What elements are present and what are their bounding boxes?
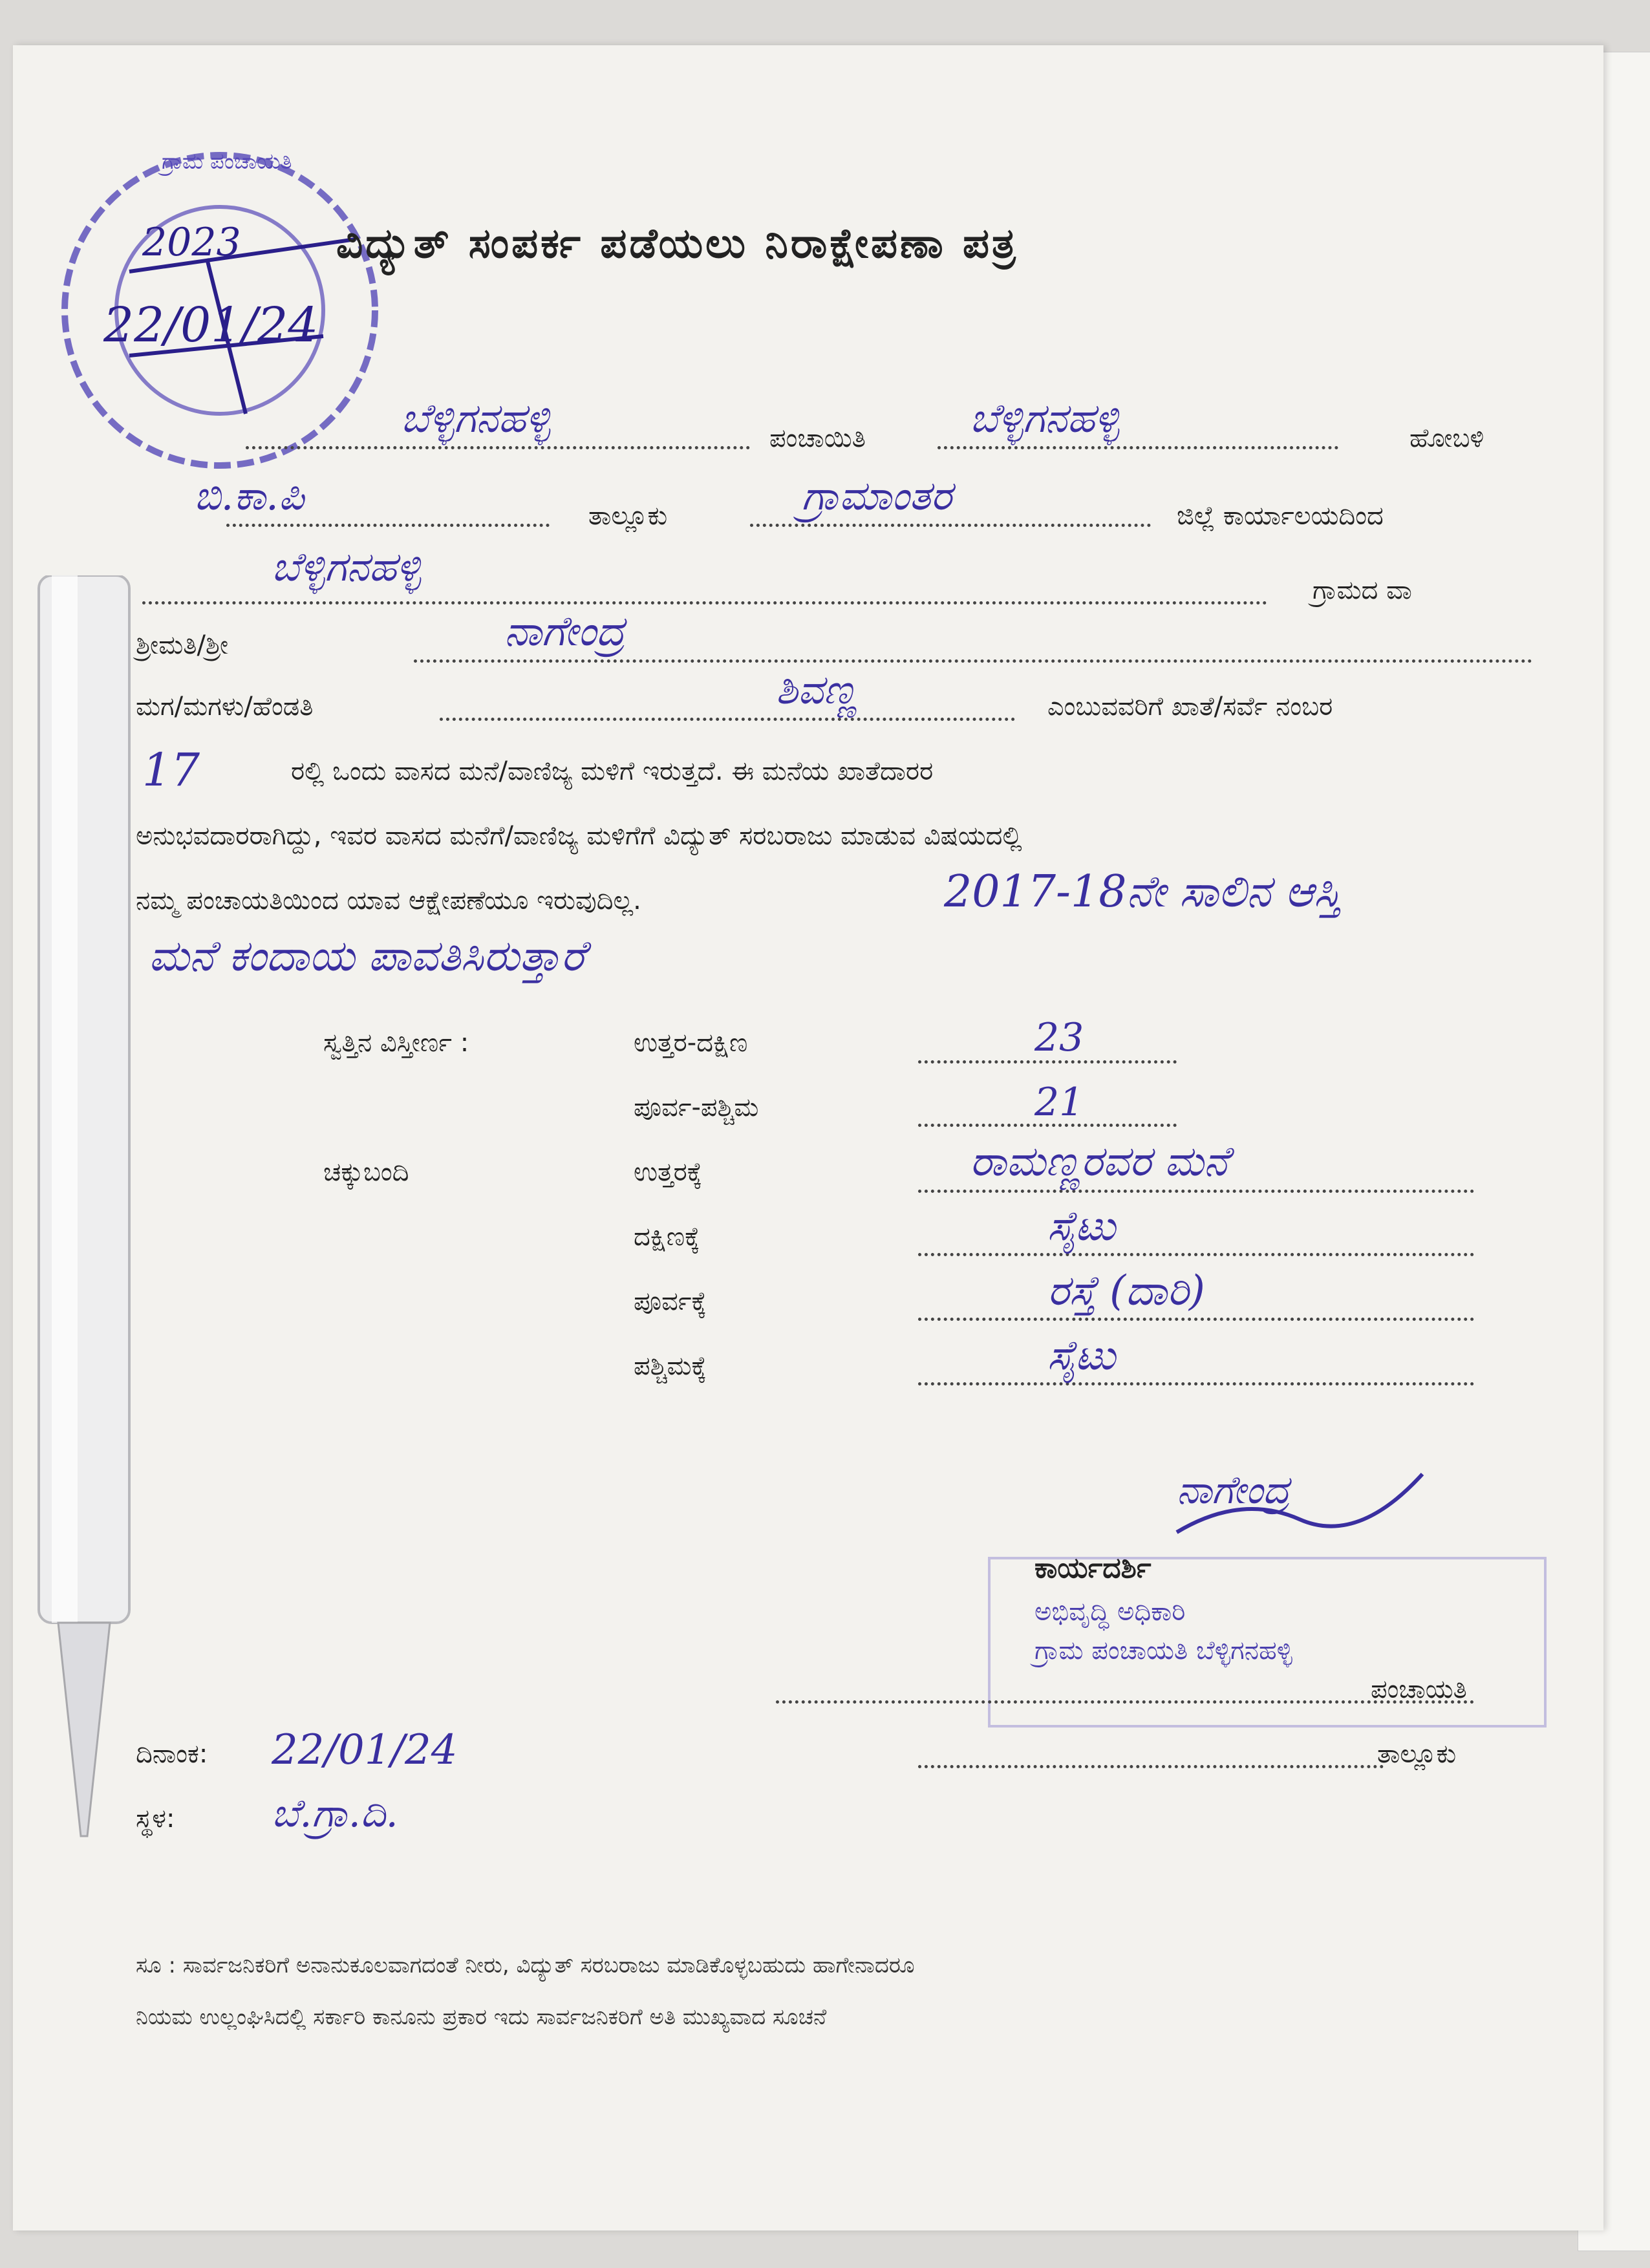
panchayat-label: ಪಂಚಾಯಿತಿ <box>769 423 866 453</box>
taluk-prefix-value: ಬಿ.ಕಾ.ಪಿ <box>194 472 305 519</box>
handwritten-note-2: ಮನೆ ಕಂದಾಯ ಪಾವತಿಸಿರುತ್ತಾರೆ <box>149 931 585 981</box>
footer-note-line-1: ಸೂ : ಸಾರ್ವಜನಿಕರಿಗೆ ಅನಾನುಕೂಲವಾಗದಂತೆ ನೀರು, ವಿದ್ಯುತ್ ಸರಬರಾಜು ಮಾಡಿಕೊಳ್ಳಬಹುದು ಹಾಗೇನಾದರೂ <box>136 1952 915 1978</box>
hobli-label: ಹೋಬಳಿ <box>1409 423 1484 453</box>
body-line-3: ನಮ್ಮ ಪಂಚಾಯತಿಯಿಂದ ಯಾವ ಆಕ್ಷೇಪಣೆಯೂ ಇರುವುದಿಲ್ಲ. <box>136 886 641 915</box>
west-value: ಸೈಟು <box>1047 1332 1116 1380</box>
north-value: ರಾಮಣ್ಣರವರ ಮನೆ <box>970 1138 1228 1186</box>
khata-label: ಎಂಬುವವರಿಗೆ ಖಾತೆ/ಸರ್ವೆ ನಂಬರ <box>1047 692 1333 722</box>
dotted-line <box>918 1318 1474 1321</box>
seal-line-2: ಗ್ರಾಮ ಪಂಚಾಯತಿ ಬೆಳ್ಳಿಗನಹಳ್ಳಿ <box>1034 1636 1292 1665</box>
noc-document <box>13 45 1603 2231</box>
dotted-line <box>918 1253 1474 1256</box>
panchayat-value: ಬೆಳ್ಳಿಗನಹಳ್ಳಿ <box>970 394 1120 442</box>
dotted-line <box>938 446 1338 449</box>
officer-signature: ನಾಗೇಂದ್ರ <box>1177 1468 1290 1513</box>
body-line-1: ರಲ್ಲಿ ಒಂದು ವಾಸದ ಮನೆ/ವಾಣಿಜ್ಯ ಮಳಿಗೆ ಇರುತ್ತದೆ. ಈ ಮನೆಯ ಖಾತೆದಾರರ <box>291 756 934 786</box>
south-label: ದಕ್ಷಿಣಕ್ಕೆ <box>634 1222 700 1252</box>
khata-value: 17 <box>142 744 200 797</box>
taluk-value: ಗ್ರಾಮಾಂತರ <box>802 472 952 519</box>
south-value: ಸೈಟು <box>1047 1203 1116 1250</box>
north-label: ಉತ್ತರಕ್ಕೆ <box>634 1157 703 1187</box>
village-label: ಗ್ರಾಮದ ವಾ <box>1312 575 1412 605</box>
dotted-line <box>776 1700 1474 1704</box>
relation-label: ಮಗ/ಮಗಳು/ಹೆಂಡತಿ <box>136 692 314 722</box>
signature-taluk-label: ತಾಲ್ಲೂಕು <box>1377 1739 1457 1769</box>
name-label: ಶ್ರೀಮತಿ/ಶ್ರೀ <box>136 630 229 660</box>
west-label: ಪಶ್ಚಿಮಕ್ಕೆ <box>634 1351 707 1381</box>
pen-overlay <box>13 575 155 1868</box>
dotted-line <box>246 446 750 449</box>
place-prefix-value: ಬೆಳ್ಳಿಗನಹಳ್ಳಿ <box>401 394 551 442</box>
place-value: ಬೆ.ಗ್ರಾ.ದಿ. <box>272 1791 398 1836</box>
body-line-2: ಅನುಭವದಾರರಾಗಿದ್ದು, ಇವರ ವಾಸದ ಮನೆಗೆ/ವಾಣಿಜ್ಯ ಮಳಿಗೆಗೆ ವಿದ್ಯುತ್ ಸರಬರಾಜು ಮಾಡುವ ವಿಷಯದಲ್ಲಿ <box>136 821 1022 851</box>
district-label: ಜಿಲ್ಲೆ ಕಾರ್ಯಾಲಯದಿಂದ <box>1177 501 1384 531</box>
village-value: ಬೆಳ್ಳಿಗನಹಳ್ಳಿ <box>272 543 422 590</box>
stamp-text: ಗ್ರಾಮ ಪಂಚಾಯತಿ <box>162 149 292 175</box>
stamp-date: 22/01/24 <box>103 297 319 353</box>
dotted-line <box>918 1765 1384 1768</box>
east-west-label: ಪೂರ್ವ-ಪಶ್ಚಿಮ <box>634 1093 759 1122</box>
dimension-label: ಸ್ವತ್ತಿನ ವಿಸ್ತೀರ್ಣ : <box>323 1028 469 1058</box>
date-value: 22/01/24 <box>272 1726 458 1774</box>
dotted-line <box>226 524 550 527</box>
dotted-line <box>142 601 1267 604</box>
dotted-line <box>440 718 1015 721</box>
seal-line-1: ಅಭಿವೃದ್ಧಿ ಅಧಿಕಾರಿ <box>1034 1597 1186 1627</box>
north-south-value: 23 <box>1034 1015 1084 1060</box>
dotted-line <box>750 524 1151 527</box>
boundaries-label: ಚಕ್ಕುಬಂದಿ <box>323 1157 409 1187</box>
place-label: ಸ್ಥಳ: <box>136 1804 175 1834</box>
dotted-line <box>918 1382 1474 1385</box>
dotted-line <box>918 1060 1177 1064</box>
footer-note-line-2: ನಿಯಮ ಉಲ್ಲಂಘಿಸಿದಲ್ಲಿ ಸರ್ಕಾರಿ ಕಾನೂನು ಪ್ರಕಾರ ಇದು ಸಾರ್ವಜನಿಕರಿಗೆ ಅತಿ ಮುಖ್ಯವಾದ ಸೂಚನೆ <box>136 2004 827 2030</box>
signature-panchayat-label: ಪಂಚಾಯತಿ <box>1371 1674 1467 1704</box>
east-west-value: 21 <box>1034 1080 1084 1125</box>
handwritten-note-1: 2017-18ನೇ ಸಾಲಿನ ಆಸ್ತಿ <box>944 866 1341 917</box>
relation-value: ಶಿವಣ್ಣ <box>776 666 858 713</box>
taluk-label: ತಾಲ್ಲೂಕು <box>588 501 668 531</box>
stamp-number: 2023 <box>142 220 241 265</box>
date-label: ದಿನಾಂಕ: <box>136 1739 208 1769</box>
applicant-name-value: ನಾಗೇಂದ್ರ <box>504 608 625 656</box>
east-label: ಪೂರ್ವಕ್ಕೆ <box>634 1287 707 1316</box>
dotted-line <box>414 659 1532 663</box>
officer-title: ಕಾರ್ಯದರ್ಶಿ <box>1034 1552 1152 1585</box>
document-title: ವಿದ್ಯುತ್ ಸಂಪರ್ಕ ಪಡೆಯಲು ನಿರಾಕ್ಷೇಪಣಾ ಪತ್ರ <box>336 220 1018 268</box>
north-south-label: ಉತ್ತರ-ದಕ್ಷಿಣ <box>634 1028 748 1058</box>
dotted-line <box>918 1190 1474 1193</box>
east-value: ರಸ್ತೆ (ದಾರಿ) <box>1047 1267 1205 1315</box>
